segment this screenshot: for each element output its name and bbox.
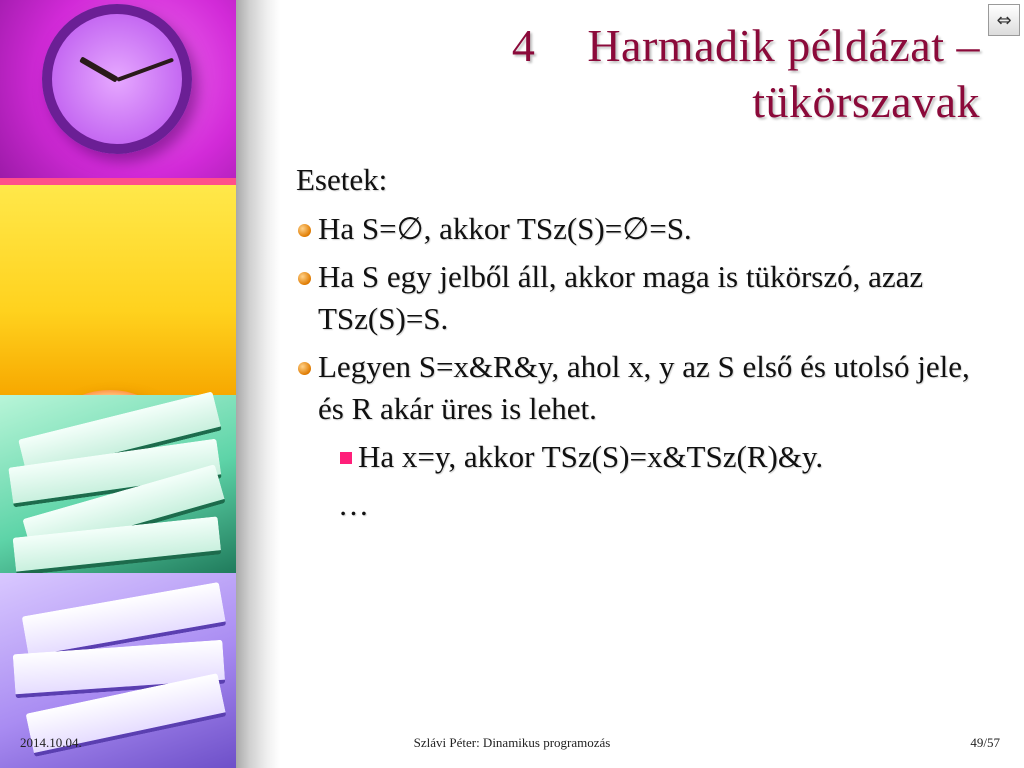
clock-icon	[42, 4, 192, 154]
bullet-text: Ha S=∅, akkor TSz(S)=∅=S.	[318, 211, 692, 246]
slide-title	[300, 18, 980, 130]
bullet-item	[296, 256, 996, 340]
bullet-item	[296, 208, 996, 250]
content-heading: Esetek:	[296, 162, 388, 197]
bullet-dot-icon	[298, 224, 311, 237]
bullet-text: Ha S egy jelből áll, akkor maga is tükörszó, azaz TSz(S)=S.	[318, 259, 924, 336]
continuation-ellipsis: …	[338, 487, 369, 522]
navigation-button[interactable]	[988, 4, 1020, 36]
bullet-dot-icon	[298, 272, 311, 285]
strip-shadow	[236, 0, 280, 768]
slide-content	[296, 160, 996, 526]
decorative-image-strip	[0, 0, 240, 768]
sub-bullet-item	[296, 436, 996, 478]
footer-date: 2014.10.04.	[20, 735, 82, 750]
bullet-text: Legyen S=x&R&y, ahol x, y az S első és utolsó jele, és R akár üres is lehet.	[318, 349, 970, 426]
title-line-1: Harmadik példázat –	[587, 20, 980, 71]
bullet-item	[296, 346, 996, 430]
footer-author-title: Szlávi Péter: Dinamikus programozás	[413, 735, 611, 750]
sub-bullet-text: Ha x=y, akkor TSz(S)=x&TSz(R)&y.	[358, 439, 824, 474]
title-line-2: tükörszavak	[752, 76, 980, 127]
clock-photo-yellow	[0, 185, 240, 395]
section-number: 4	[511, 20, 536, 71]
clock-photo-magenta	[0, 0, 240, 185]
books-photo-green	[0, 395, 240, 573]
left-right-arrow-icon: ⇔	[996, 9, 1012, 31]
bullet-dot-icon	[298, 362, 311, 375]
bullet-square-icon	[340, 452, 352, 464]
footer-page-number: 49/57	[970, 735, 1000, 750]
